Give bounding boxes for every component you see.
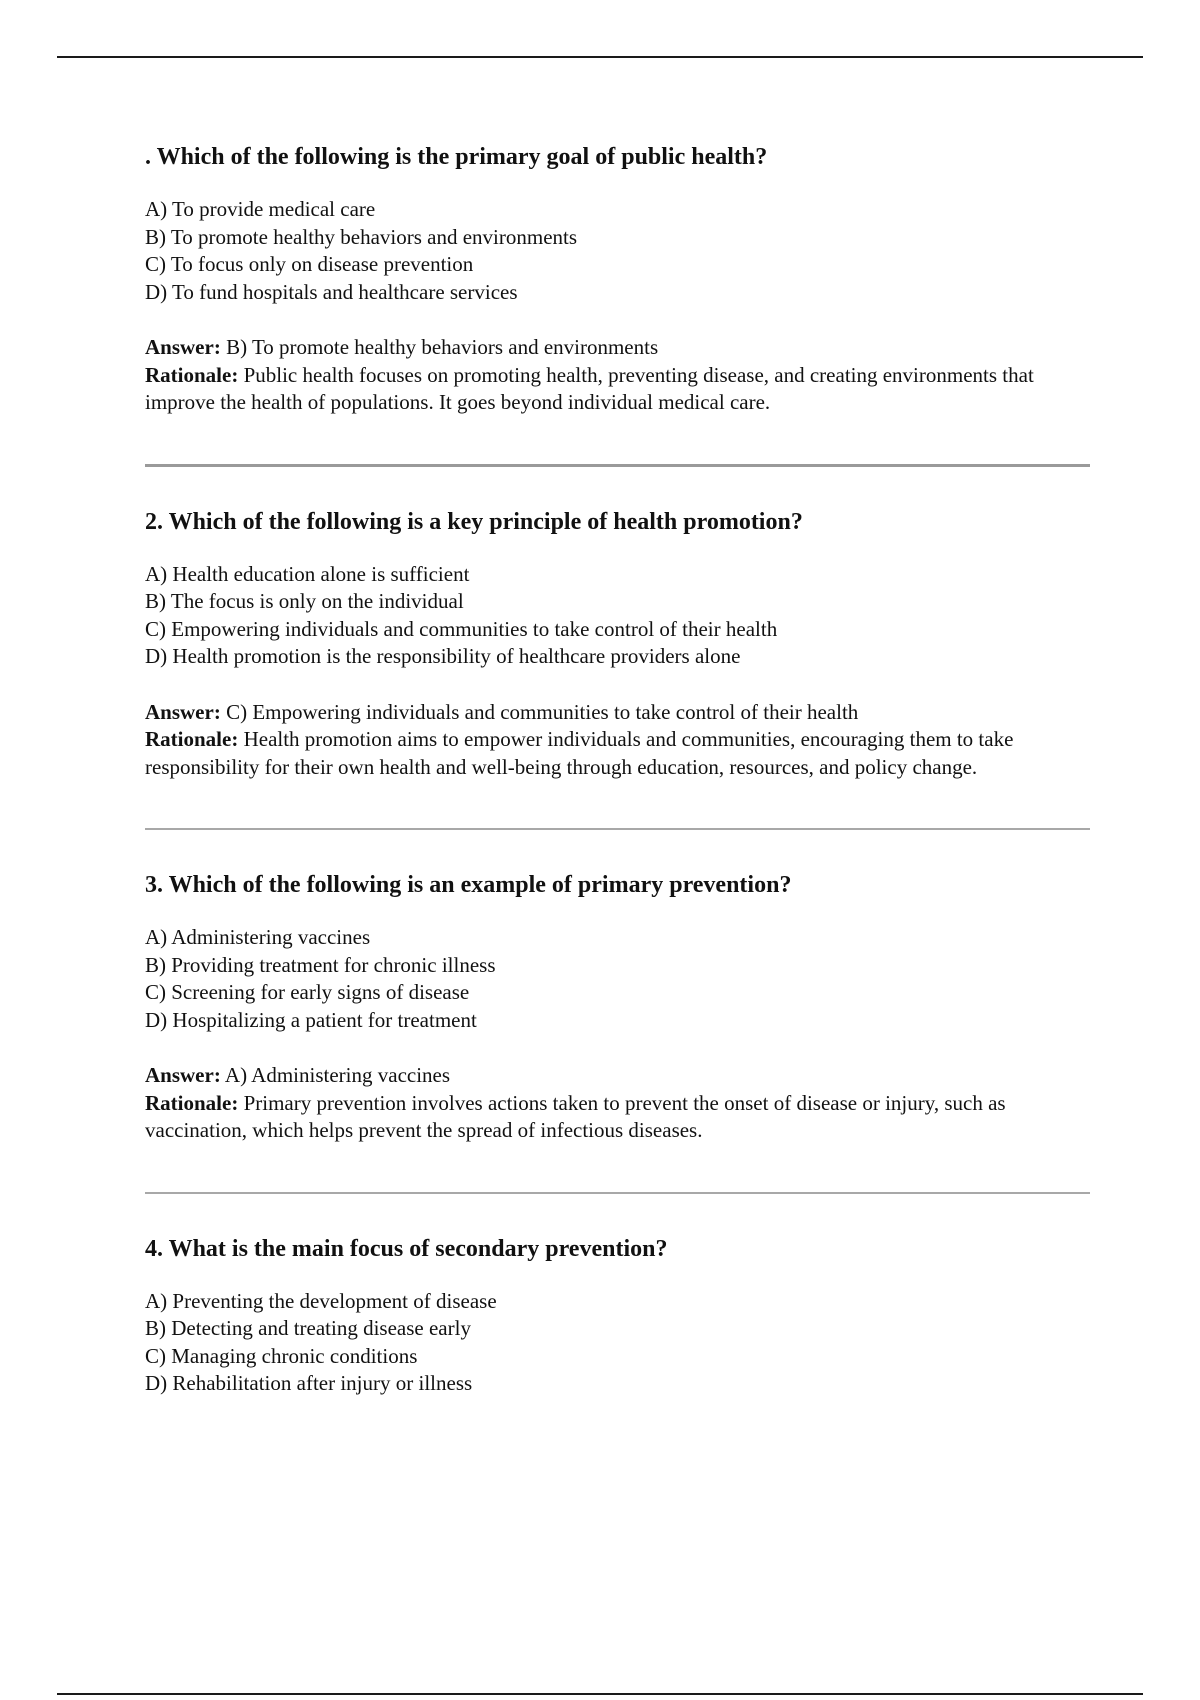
answer-text: A) Administering vaccines bbox=[224, 1063, 451, 1087]
option-list bbox=[145, 561, 1090, 671]
question-1 bbox=[145, 140, 1090, 417]
answer-line bbox=[145, 334, 1090, 362]
option-c: C) Screening for early signs of disease bbox=[145, 980, 470, 1004]
option-d: D) To fund hospitals and healthcare services bbox=[145, 279, 518, 304]
answer-label: Answer: bbox=[145, 699, 221, 724]
rationale-line bbox=[145, 1090, 1090, 1145]
option-d: D) Rehabilitation after injury or illness bbox=[145, 1371, 473, 1395]
answer-text: C) Empowering individuals and communities to take control of their health bbox=[226, 699, 859, 724]
answer-block bbox=[145, 334, 1090, 417]
question-title: 4. What is the main focus of secondary prevention? bbox=[145, 1235, 668, 1262]
page-bottom-rule bbox=[57, 1693, 1143, 1695]
option-c: C) Managing chronic conditions bbox=[145, 1343, 418, 1368]
option-a: A) Administering vaccines bbox=[145, 925, 371, 949]
answer-block bbox=[145, 699, 1090, 782]
section-divider bbox=[145, 828, 1090, 830]
rationale-text: Public health focuses on promoting health, preventing disease, and creating environments that improve the health of populations. It goes beyond individual medical care. bbox=[145, 362, 1034, 414]
rationale-text: Health promotion aims to empower individuals and communities, encouraging them to take responsibility for their own health and well-being through education, resources, and policy change. bbox=[145, 727, 1014, 779]
option-b: B) Providing treatment for chronic illness bbox=[145, 952, 496, 977]
answer-block bbox=[145, 1062, 1090, 1145]
rationale-label: Rationale: bbox=[145, 1090, 239, 1115]
option-b: B) Detecting and treating disease early bbox=[145, 1316, 471, 1340]
page-top-rule bbox=[57, 56, 1143, 58]
question-3 bbox=[145, 868, 1090, 1145]
option-b: B) The focus is only on the individual bbox=[145, 589, 464, 613]
section-divider bbox=[145, 1192, 1090, 1194]
answer-line bbox=[145, 1062, 1090, 1090]
option-d: D) Hospitalizing a patient for treatment bbox=[145, 1007, 477, 1032]
option-c: C) To focus only on disease prevention bbox=[145, 252, 474, 276]
question-title: 3. Which of the following is an example of primary prevention? bbox=[145, 872, 792, 898]
option-a: A) Preventing the development of disease bbox=[145, 1288, 497, 1313]
document-body bbox=[145, 140, 1090, 1398]
rationale-text: Primary prevention involves actions taken to prevent the onset of disease or injury, such as vaccination, which helps prevent the spread of infectious diseases. bbox=[145, 1090, 1006, 1142]
rationale-line bbox=[145, 726, 1090, 781]
option-a: A) To provide medical care bbox=[145, 197, 376, 221]
answer-line bbox=[145, 699, 1090, 727]
answer-label: Answer: bbox=[145, 335, 221, 359]
option-c: C) Empowering individuals and communities to take control of their health bbox=[145, 616, 778, 641]
section-divider bbox=[145, 464, 1090, 467]
question-2 bbox=[145, 505, 1090, 782]
rationale-line bbox=[145, 362, 1090, 417]
rationale-label: Rationale: bbox=[145, 727, 239, 751]
option-b: B) To promote healthy behaviors and environments bbox=[145, 224, 578, 249]
option-list bbox=[145, 924, 1090, 1034]
option-a: A) Health education alone is sufficient bbox=[145, 561, 470, 586]
question-title: 2. Which of the following is a key principle of health promotion? bbox=[145, 508, 803, 535]
option-list bbox=[145, 196, 1090, 306]
rationale-label: Rationale: bbox=[145, 362, 239, 387]
option-list bbox=[145, 1288, 1090, 1398]
answer-text: B) To promote healthy behaviors and environments bbox=[226, 335, 659, 359]
question-4 bbox=[145, 1232, 1090, 1398]
question-title: . Which of the following is the primary goal of public health? bbox=[145, 144, 768, 170]
answer-label: Answer: bbox=[145, 1063, 221, 1087]
option-d: D) Health promotion is the responsibility of healthcare providers alone bbox=[145, 644, 741, 668]
